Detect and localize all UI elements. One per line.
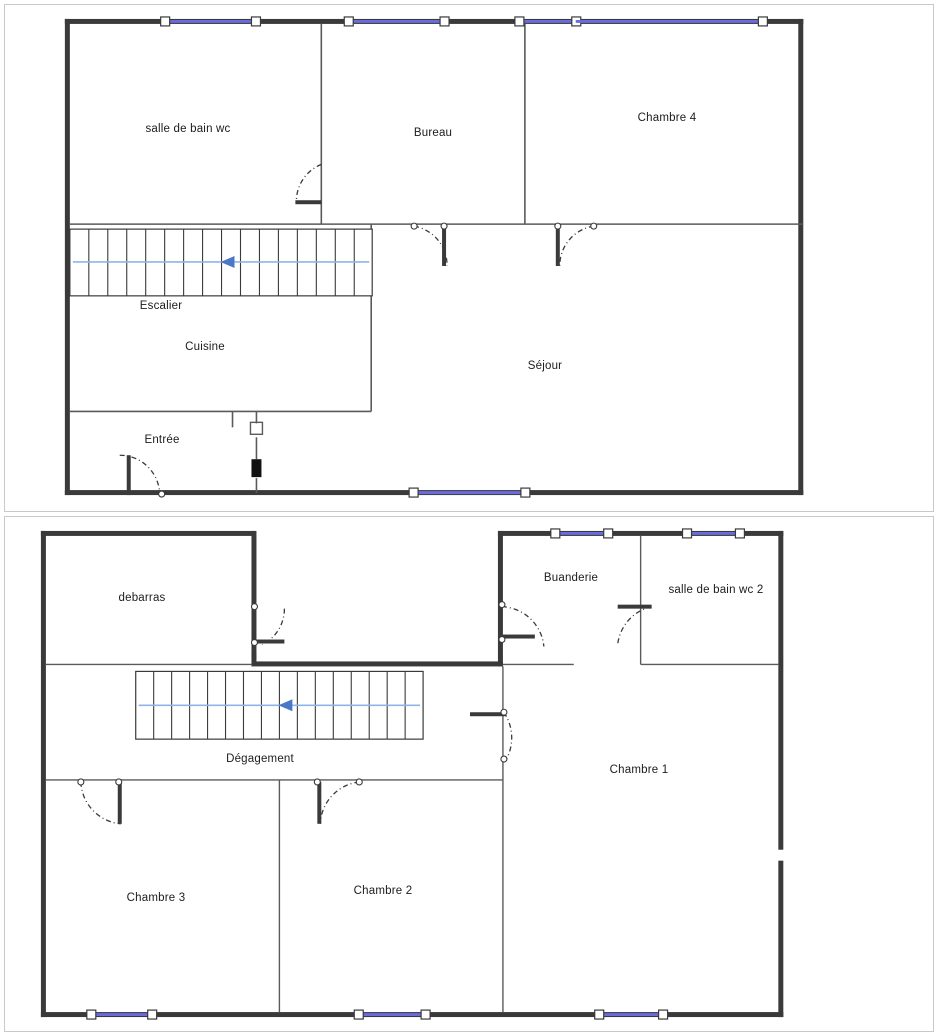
room-label-sejour: Séjour bbox=[527, 360, 563, 372]
room-label-bureau: Bureau bbox=[413, 127, 453, 139]
room-label-chambre-1: Chambre 1 bbox=[609, 764, 669, 776]
room-label-chambre-2: Chambre 2 bbox=[353, 885, 413, 897]
lower-staircase bbox=[136, 671, 423, 739]
room-label-escalier: Escalier bbox=[139, 300, 183, 312]
room-label-chambre-3: Chambre 3 bbox=[126, 892, 186, 904]
room-label-chambre-4: Chambre 4 bbox=[637, 112, 697, 124]
room-label-buanderie: Buanderie bbox=[543, 572, 599, 584]
room-label-debarras: debarras bbox=[118, 592, 166, 604]
floor-plan-lower bbox=[4, 516, 934, 1032]
floor-plan-upper bbox=[4, 4, 934, 512]
room-label-cuisine: Cuisine bbox=[185, 341, 225, 353]
room-label-degagement: Dégagement bbox=[226, 753, 294, 765]
room-label-entree: Entrée bbox=[144, 434, 180, 446]
room-label-salle-de-bain-wc: salle de bain wc bbox=[145, 123, 231, 135]
upper-staircase bbox=[70, 229, 372, 296]
room-label-salle-de-bain-wc-2: salle de bain wc 2 bbox=[668, 584, 764, 596]
